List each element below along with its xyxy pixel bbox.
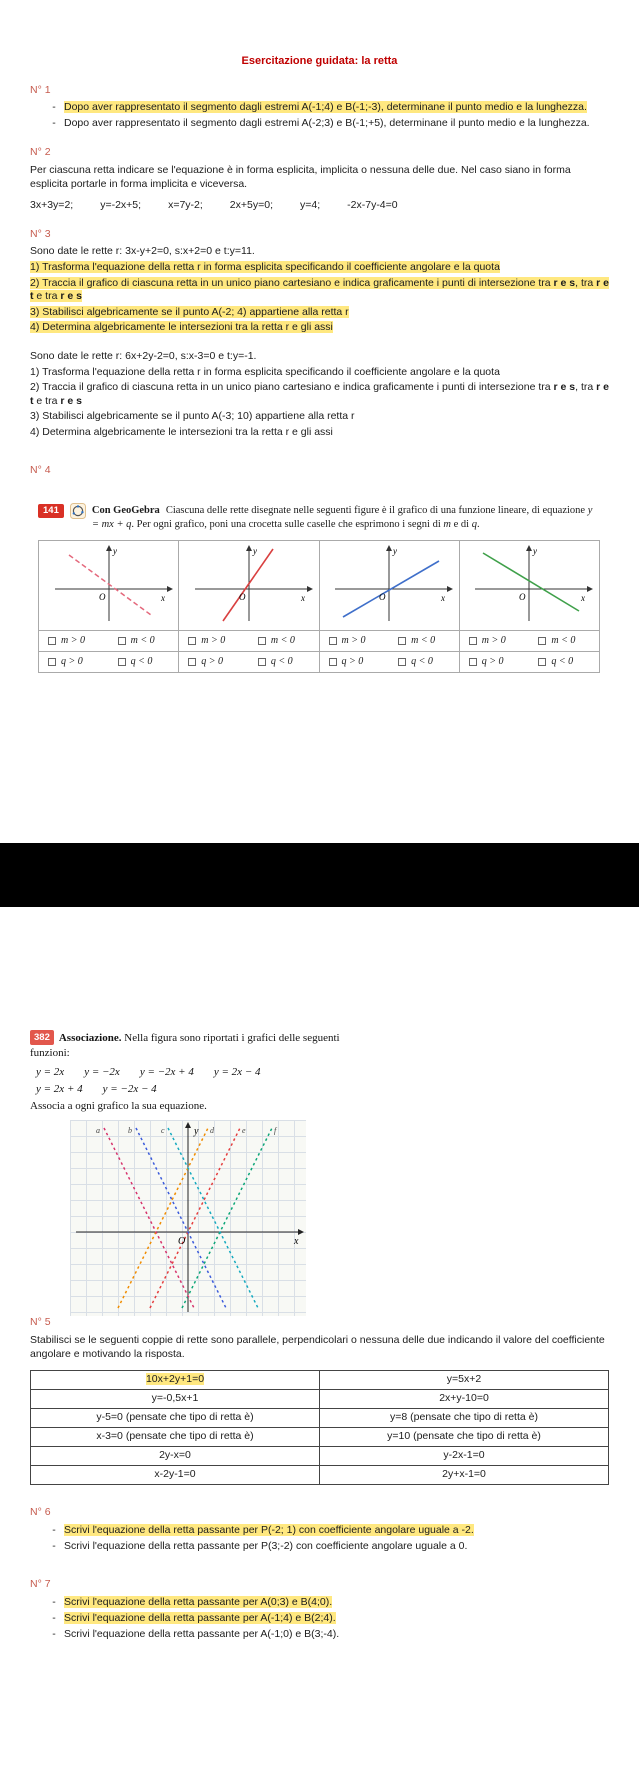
checkbox-m-negative bbox=[538, 637, 546, 645]
list-item bbox=[30, 1628, 609, 1642]
option-m-negative: m < 0 bbox=[529, 634, 599, 647]
bullet-marker: - bbox=[52, 101, 56, 114]
highlighted-text: 10x+2y+1=0 bbox=[145, 1372, 205, 1385]
checkbox-m-positive bbox=[469, 637, 477, 645]
table-row bbox=[31, 1465, 609, 1484]
graphs-table bbox=[38, 540, 600, 673]
highlighted-text: 2) Traccia il grafico di ciascuna retta in un unico piano cartesiano e indica graficamente i punti di intersezione tra r e s, tra r e t e tra r e s bbox=[30, 276, 610, 303]
equation: 3x+3y=2; bbox=[30, 198, 74, 211]
section-label-n4: N° 4 bbox=[30, 463, 51, 476]
equation-list bbox=[30, 199, 609, 213]
exercise-step bbox=[30, 277, 609, 305]
association-graph bbox=[70, 1120, 306, 1316]
exercise-step bbox=[30, 306, 609, 320]
list-item bbox=[30, 1596, 609, 1610]
option-m-negative: m < 0 bbox=[109, 634, 179, 647]
mini-graph-3 bbox=[319, 540, 459, 630]
exercise-text: Dopo aver rappresentato il segmento dagli estremi A(-2;3) e B(-1;+5), determinane il punto medio e la lunghezza. bbox=[64, 117, 590, 130]
svg-text:x: x bbox=[300, 592, 305, 603]
section-label-n7: N° 7 bbox=[30, 1578, 51, 1590]
page-title: Esercitazione guidata: la retta bbox=[241, 55, 398, 67]
table-row bbox=[31, 1408, 609, 1427]
table-cell-right: 2y+x-1=0 bbox=[320, 1465, 609, 1484]
checkbox-m-positive bbox=[48, 637, 56, 645]
equation: y=4; bbox=[300, 198, 321, 211]
option-m-positive: m > 0 bbox=[460, 634, 530, 647]
table-cell-left: 2y-x=0 bbox=[31, 1446, 320, 1465]
axis-label-y: y bbox=[194, 1125, 199, 1137]
highlighted-text: Scrivi l'equazione della retta passante per A(0;3) e B(4;0). bbox=[64, 1595, 333, 1608]
table-cell-right: y-2x-1=0 bbox=[320, 1446, 609, 1465]
option-q-negative: q < 0 bbox=[389, 655, 459, 668]
svg-text:O: O bbox=[379, 591, 386, 602]
equation: x=7y-2; bbox=[168, 198, 203, 211]
exercise-intro: Sono date le rette r: 6x+2y-2=0, s:x-3=0 e t:y=-1. bbox=[30, 350, 257, 363]
option-q-positive: q > 0 bbox=[320, 655, 390, 668]
checkbox-q-positive bbox=[188, 658, 196, 666]
exercise-text: Scrivi l'equazione della retta passante per P(3;-2) con coefficiente angolare uguale a 0. bbox=[64, 1539, 468, 1552]
bullet-marker: - bbox=[52, 1627, 56, 1640]
equation: y = 2x + 4 bbox=[36, 1082, 83, 1095]
list-item bbox=[30, 117, 609, 131]
checkbox-m-negative bbox=[258, 637, 266, 645]
equation: y = 2x bbox=[36, 1066, 65, 1079]
equation: y = −2x + 4 bbox=[139, 1066, 194, 1079]
checkbox-m-positive bbox=[188, 637, 196, 645]
option-m-negative: m < 0 bbox=[389, 634, 459, 647]
svg-text:O: O bbox=[238, 591, 246, 602]
exercise-step: 2) Traccia il grafico di ciascuna retta in un unico piano cartesiano e indica graficamente i punti di intersezione tra r e s, tra r e t e tra r e s bbox=[30, 381, 610, 408]
svg-text:y: y bbox=[393, 545, 398, 556]
equation: -2x-7y-4=0 bbox=[347, 198, 398, 211]
equation: y = 2x − 4 bbox=[213, 1066, 261, 1079]
exercise-step bbox=[30, 321, 609, 335]
svg-text:O: O bbox=[519, 591, 526, 602]
bullet-marker: - bbox=[52, 1523, 56, 1536]
equation: y = −2x − 4 bbox=[102, 1082, 157, 1095]
redaction-band bbox=[0, 843, 639, 907]
option-m-negative: m < 0 bbox=[249, 634, 319, 647]
svg-text:y: y bbox=[533, 545, 538, 556]
bullet-marker: - bbox=[52, 1595, 56, 1608]
exercise-text bbox=[64, 1524, 601, 1538]
list-item bbox=[30, 101, 609, 115]
checkbox-m-negative bbox=[118, 637, 126, 645]
exercise-step bbox=[30, 261, 609, 275]
list-item bbox=[30, 1540, 609, 1554]
section-label-n1: N° 1 bbox=[30, 83, 51, 96]
checkbox-q-negative bbox=[538, 658, 546, 666]
checkbox-q-negative bbox=[258, 658, 266, 666]
line-label: d bbox=[210, 1125, 214, 1135]
section-label-n6: N° 6 bbox=[30, 1506, 51, 1518]
exercise-step: 4) Determina algebricamente le intersezioni tra la retta r e gli assi bbox=[30, 425, 333, 438]
axis-label-o: O bbox=[178, 1235, 186, 1247]
option-q-positive: q > 0 bbox=[179, 655, 249, 668]
exercise-382-intro bbox=[30, 1030, 352, 1061]
svg-text:O: O bbox=[98, 591, 106, 602]
line-label: f bbox=[274, 1125, 277, 1135]
exercise-text: Associa a ogni grafico la sua equazione. bbox=[30, 1099, 207, 1112]
geogebra-brand-label: Con GeoGebra bbox=[91, 504, 160, 516]
table-cell-right: y=10 (pensate che tipo di retta è) bbox=[320, 1427, 609, 1446]
option-m-positive: m > 0 bbox=[39, 634, 109, 647]
mini-graph-1 bbox=[39, 540, 179, 630]
list-item bbox=[30, 1524, 609, 1538]
line-label: b bbox=[128, 1125, 132, 1135]
checkbox-q-positive bbox=[48, 658, 56, 666]
equation: y = −2x bbox=[84, 1066, 120, 1079]
highlighted-text: 1) Trasforma l'equazione della retta r in forma esplicita specificando il coefficiente angolare e la quota bbox=[30, 261, 500, 274]
option-q-positive: q > 0 bbox=[460, 655, 530, 668]
svg-text:x: x bbox=[581, 592, 586, 603]
svg-text:y: y bbox=[112, 545, 117, 556]
geogebra-icon bbox=[70, 503, 86, 524]
table-cell-right: y=8 (pensate che tipo di retta è) bbox=[320, 1408, 609, 1427]
geogebra-exercise-box bbox=[38, 504, 600, 673]
exercise-step: 3) Stabilisci algebricamente se il punto A(-3; 10) appartiene alla retta r bbox=[30, 410, 355, 423]
bullet-marker: - bbox=[52, 1539, 56, 1552]
section-n5 bbox=[0, 1316, 639, 1485]
exercise-step: 1) Trasforma l'equazione della retta r in forma esplicita specificando il coefficiente angolare e la quota bbox=[30, 365, 500, 378]
checkbox-q-positive bbox=[329, 658, 337, 666]
table-cell-left: x-3=0 (pensate che tipo di retta è) bbox=[31, 1427, 320, 1446]
section-label-n3: N° 3 bbox=[30, 227, 51, 240]
pairs-table bbox=[30, 1370, 609, 1485]
option-q-negative: q < 0 bbox=[529, 655, 599, 668]
highlighted-text: Scrivi l'equazione della retta passante per P(-2; 1) con coefficiente angolare uguale a -2. bbox=[64, 1523, 474, 1536]
option-q-positive: q > 0 bbox=[39, 655, 109, 668]
geogebra-exercise-header bbox=[38, 504, 600, 532]
section-label-n5: N° 5 bbox=[30, 1316, 51, 1328]
highlighted-text: Scrivi l'equazione della retta passante per A(-1;4) e B(2;4). bbox=[64, 1611, 336, 1624]
checkbox-q-negative bbox=[118, 658, 126, 666]
mini-graph-4 bbox=[459, 540, 599, 630]
exercise-text: Scrivi l'equazione della retta passante per A(-1;0) e B(3;-4). bbox=[64, 1627, 340, 1640]
exercise-text: Con GeoGebra Ciascuna delle rette disegnate nelle seguenti figure è il grafico di una funzione lineare, di equazione y = mx + q. Per ogni grafico, poni una crocetta sulle caselle che esprimono i segni di m e di q. bbox=[91, 504, 593, 530]
top-section bbox=[0, 0, 639, 673]
section-n6 bbox=[0, 1506, 639, 1556]
highlighted-text: 4) Determina algebricamente le intersezioni tra la retta r e gli assi bbox=[30, 321, 333, 334]
exercise-text: Per ciascuna retta indicare se l'equazione è in forma esplicita, implicita o nessuna delle due. Nel caso siano in forma esplicita portarle in forma implicita e viceversa. bbox=[30, 163, 571, 190]
section-label-n2: N° 2 bbox=[30, 146, 51, 159]
exercise-text: Nella figura sono riportati i grafici delle seguenti funzioni: bbox=[30, 1032, 340, 1060]
checkbox-m-negative bbox=[398, 637, 406, 645]
table-cell-left: y=-0,5x+1 bbox=[31, 1389, 320, 1408]
exercise-intro: Sono date le rette r: 3x-y+2=0, s:x+2=0 e t:y=11. bbox=[30, 245, 255, 258]
svg-text:y: y bbox=[252, 545, 257, 556]
exercise-text bbox=[64, 101, 601, 115]
bullet-marker: - bbox=[52, 117, 56, 130]
table-row bbox=[31, 1446, 609, 1465]
exercise-382 bbox=[30, 1030, 352, 1316]
exercise-name: Associazione. bbox=[58, 1032, 122, 1044]
exercise-badge-382: 382 bbox=[30, 1030, 54, 1045]
bullet-marker: - bbox=[52, 1611, 56, 1624]
option-m-positive: m > 0 bbox=[320, 634, 390, 647]
option-q-negative: q < 0 bbox=[109, 655, 179, 668]
svg-text:x: x bbox=[441, 592, 446, 603]
table-cell-left: y-5=0 (pensate che tipo di retta è) bbox=[31, 1408, 320, 1427]
axis-label-x: x bbox=[294, 1235, 299, 1247]
list-item bbox=[30, 1612, 609, 1626]
table-cell-left: x-2y-1=0 bbox=[31, 1465, 320, 1484]
section-n7 bbox=[0, 1578, 639, 1643]
exercise-text bbox=[64, 1612, 601, 1626]
table-cell-right: 2x+y-10=0 bbox=[320, 1389, 609, 1408]
exercise-text bbox=[64, 1596, 601, 1610]
table-row bbox=[31, 1427, 609, 1446]
equation: 2x+5y=0; bbox=[229, 198, 273, 211]
option-q-negative: q < 0 bbox=[249, 655, 319, 668]
table-row bbox=[31, 1370, 609, 1389]
highlighted-text: Dopo aver rappresentato il segmento dagli estremi A(-1;4) e B(-1;-3), determinane il punto medio e la lunghezza. bbox=[64, 101, 587, 114]
checkbox-q-positive bbox=[469, 658, 477, 666]
exercise-text: Stabilisci se le seguenti coppie di rette sono parallele, perpendicolari o nessuna delle due indicando il valore del coefficiente angolare e motivando la risposta. bbox=[30, 1333, 605, 1360]
table-cell-right: y=5x+2 bbox=[320, 1370, 609, 1389]
highlighted-text: 3) Stabilisci algebricamente se il punto A(-2; 4) appartiene alla retta r bbox=[30, 305, 349, 318]
line-label: a bbox=[96, 1125, 100, 1135]
checkbox-q-negative bbox=[398, 658, 406, 666]
table-row bbox=[31, 1389, 609, 1408]
function-list bbox=[36, 1065, 352, 1096]
checkbox-m-positive bbox=[329, 637, 337, 645]
line-label: e bbox=[242, 1125, 246, 1135]
equation: y=-2x+5; bbox=[100, 198, 142, 211]
option-m-positive: m > 0 bbox=[179, 634, 249, 647]
mini-graph-2 bbox=[179, 540, 319, 630]
exercise-badge-141: 141 bbox=[38, 504, 64, 518]
line-label: c bbox=[161, 1125, 165, 1135]
table-cell-left bbox=[31, 1370, 320, 1389]
svg-text:x: x bbox=[160, 592, 165, 603]
